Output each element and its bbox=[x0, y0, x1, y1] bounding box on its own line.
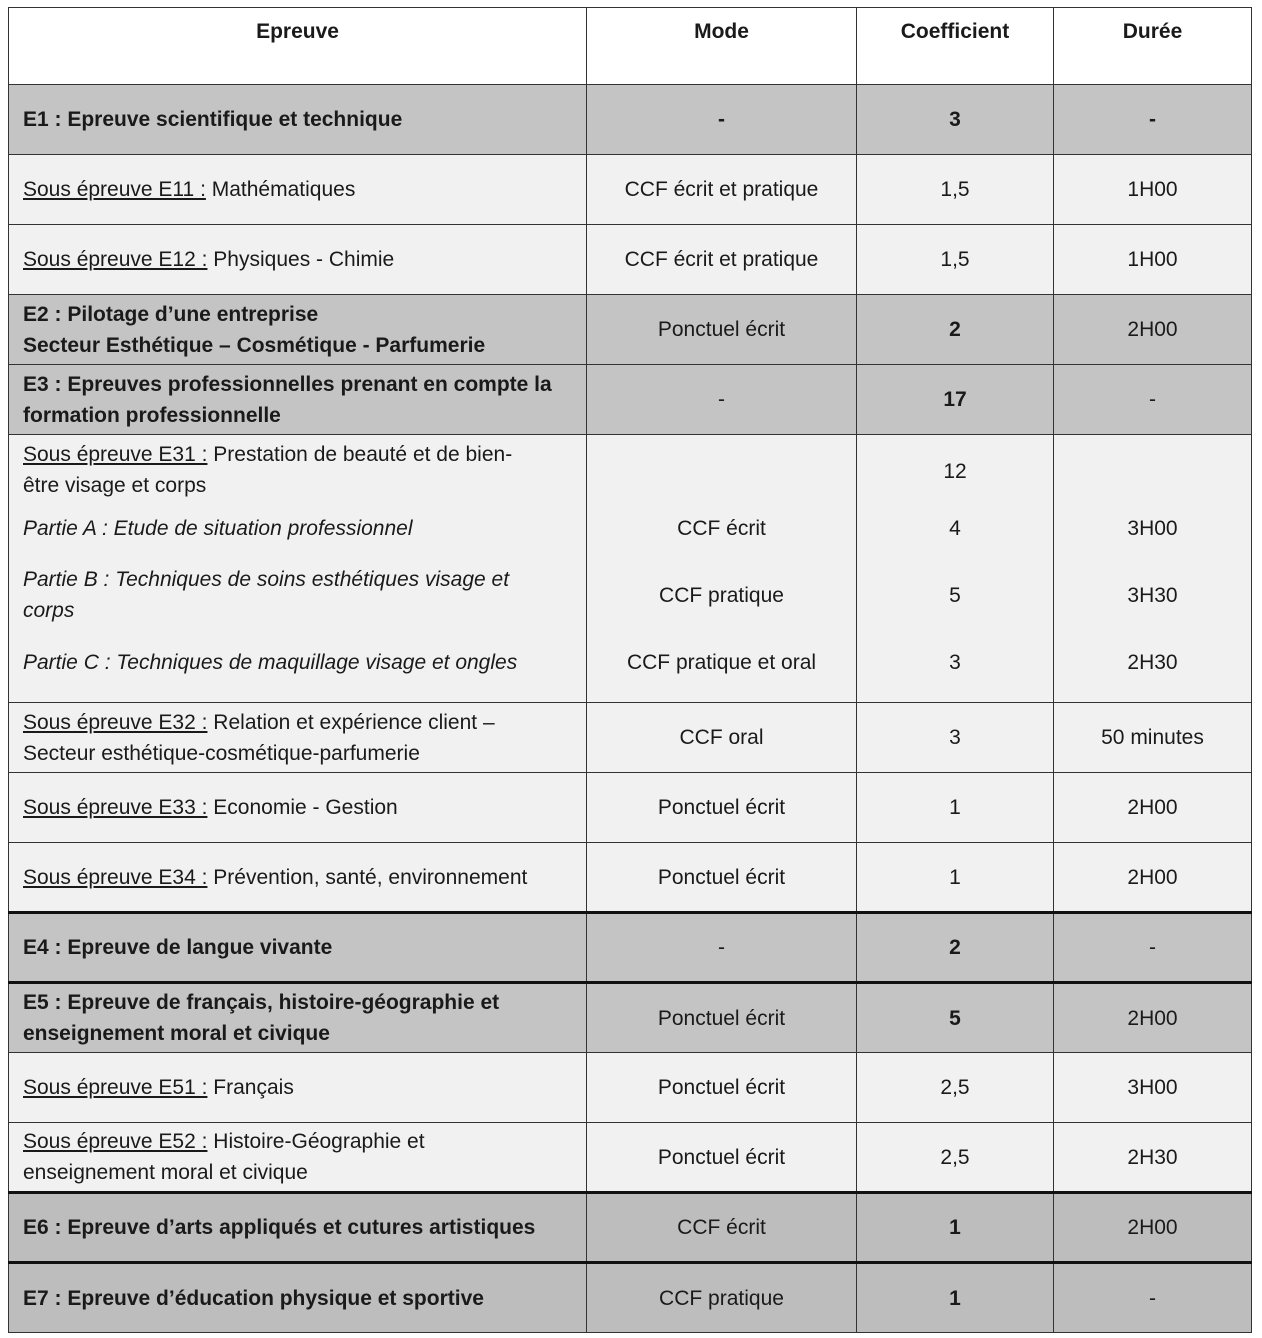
mode-cell: CCF pratique bbox=[587, 1263, 857, 1333]
epreuve-line-2: enseignement moral et civique bbox=[23, 1022, 330, 1045]
epreuve-line-1: E2 : Pilotage d’une entreprise bbox=[23, 302, 319, 326]
mode-cell: CCF écrit et pratique bbox=[587, 225, 857, 295]
epreuve-cell bbox=[9, 1053, 587, 1123]
header-coefficient: Coefficient bbox=[857, 8, 1054, 85]
sub-name: Prévention, santé, environnement bbox=[207, 865, 528, 889]
table-row bbox=[9, 703, 1252, 773]
part-b-duree: 3H30 bbox=[1127, 583, 1178, 607]
header-duree: Durée bbox=[1054, 8, 1252, 85]
table-header-row bbox=[9, 8, 1252, 85]
part-a-label: Partie A : Etude de situation professionnel bbox=[23, 516, 413, 540]
table-row bbox=[9, 85, 1252, 155]
part-c-label: Partie C : Techniques de maquillage visage et ongles bbox=[23, 650, 518, 674]
table-row bbox=[9, 365, 1252, 435]
table-row bbox=[9, 1263, 1252, 1333]
epreuve-line-1: E5 : Epreuve de français, histoire-géographie et bbox=[23, 991, 500, 1014]
coef-cell: 1 bbox=[857, 1193, 1054, 1263]
part-b-label bbox=[23, 553, 572, 637]
table-row bbox=[9, 913, 1252, 983]
table-row bbox=[9, 155, 1252, 225]
table-row bbox=[9, 843, 1252, 913]
sub-prefix: Sous épreuve E12 : bbox=[23, 248, 208, 271]
sub-name-line-1: Relation et expérience client – bbox=[207, 710, 495, 734]
exam-table bbox=[8, 7, 1252, 1333]
mode-cell: CCF oral bbox=[587, 703, 857, 773]
part-a-coef: 4 bbox=[949, 516, 961, 540]
coef-cell: 3 bbox=[857, 85, 1054, 155]
duree-cell bbox=[1054, 435, 1252, 703]
epreuve-cell bbox=[9, 1123, 587, 1193]
mode-cell bbox=[587, 435, 857, 703]
duree-cell: 2H00 bbox=[1054, 983, 1252, 1053]
part-c-coef: 3 bbox=[949, 650, 961, 674]
sub-prefix: Sous épreuve E52 : bbox=[23, 1130, 208, 1153]
epreuve-cell bbox=[9, 773, 587, 843]
duree-cell: - bbox=[1054, 365, 1252, 435]
epreuve-line-2: formation professionnelle bbox=[23, 403, 281, 427]
table-row bbox=[9, 435, 1252, 703]
epreuve-line-2: Secteur Esthétique – Cosmétique - Parfumerie bbox=[23, 333, 486, 357]
e31-title bbox=[23, 439, 572, 503]
duree-cell: 2H00 bbox=[1054, 843, 1252, 913]
sub-name-line-1: Prestation de beauté et de bien- bbox=[207, 443, 513, 466]
duree-cell: 3H00 bbox=[1054, 1053, 1252, 1123]
coef-cell: 1 bbox=[857, 773, 1054, 843]
coef-cell: 2 bbox=[857, 295, 1054, 365]
table-row bbox=[9, 983, 1252, 1053]
coef-cell: 1 bbox=[857, 843, 1054, 913]
table-row bbox=[9, 225, 1252, 295]
part-b-label-line-2: corps bbox=[23, 599, 75, 622]
duree-cell: 2H30 bbox=[1054, 1123, 1252, 1193]
sub-name: Français bbox=[207, 1076, 294, 1099]
table-row bbox=[9, 1193, 1252, 1263]
epreuve-cell bbox=[9, 295, 587, 365]
mode-cell: - bbox=[587, 913, 857, 983]
mode-cell: CCF écrit bbox=[587, 1193, 857, 1263]
coef-cell: 17 bbox=[857, 365, 1054, 435]
sub-prefix: Sous épreuve E32 : bbox=[23, 710, 208, 734]
table-row bbox=[9, 773, 1252, 843]
coef-cell bbox=[857, 435, 1054, 703]
duree-cell: - bbox=[1054, 85, 1252, 155]
epreuve-cell: E7 : Epreuve d’éducation physique et sportive bbox=[9, 1263, 587, 1333]
epreuve-cell bbox=[9, 435, 587, 703]
epreuve-cell bbox=[9, 843, 587, 913]
sub-prefix: Sous épreuve E51 : bbox=[23, 1076, 208, 1099]
duree-cell: - bbox=[1054, 1263, 1252, 1333]
epreuve-line-1: E3 : Epreuves professionnelles prenant en compte la bbox=[23, 372, 552, 396]
sub-name-line-1: Histoire-Géographie et bbox=[207, 1130, 425, 1153]
duree-cell: 2H00 bbox=[1054, 295, 1252, 365]
epreuve-cell: E1 : Epreuve scientifique et technique bbox=[9, 85, 587, 155]
table-row bbox=[9, 1053, 1252, 1123]
sub-name: Economie - Gestion bbox=[207, 796, 398, 819]
epreuve-cell bbox=[9, 155, 587, 225]
part-c-duree: 2H30 bbox=[1127, 650, 1178, 674]
epreuve-cell: E4 : Epreuve de langue vivante bbox=[9, 913, 587, 983]
table-row bbox=[9, 295, 1252, 365]
coef-cell: 1 bbox=[857, 1263, 1054, 1333]
duree-cell: 1H00 bbox=[1054, 155, 1252, 225]
mode-cell: Ponctuel écrit bbox=[587, 1123, 857, 1193]
e31-coef: 12 bbox=[943, 459, 967, 483]
part-c-mode: CCF pratique et oral bbox=[626, 650, 817, 674]
coef-cell: 2 bbox=[857, 913, 1054, 983]
sub-prefix: Sous épreuve E31 : bbox=[23, 443, 208, 466]
sub-prefix: Sous épreuve E34 : bbox=[23, 865, 208, 889]
mode-cell: Ponctuel écrit bbox=[587, 295, 857, 365]
coef-cell: 5 bbox=[857, 983, 1054, 1053]
epreuve-cell bbox=[9, 225, 587, 295]
duree-cell: - bbox=[1054, 913, 1252, 983]
sub-name-line-2: Secteur esthétique-cosmétique-parfumerie bbox=[23, 741, 420, 765]
sub-prefix: Sous épreuve E11 : bbox=[23, 178, 206, 201]
duree-cell: 50 minutes bbox=[1054, 703, 1252, 773]
mode-cell: Ponctuel écrit bbox=[587, 773, 857, 843]
sub-name-line-2: être visage et corps bbox=[23, 474, 207, 497]
mode-cell: Ponctuel écrit bbox=[587, 843, 857, 913]
coef-cell: 2,5 bbox=[857, 1053, 1054, 1123]
duree-cell: 1H00 bbox=[1054, 225, 1252, 295]
coef-cell: 2,5 bbox=[857, 1123, 1054, 1193]
header-epreuve: Epreuve bbox=[9, 8, 587, 85]
coef-cell: 1,5 bbox=[857, 155, 1054, 225]
part-b-mode: CCF pratique bbox=[659, 583, 784, 607]
mode-cell: Ponctuel écrit bbox=[587, 1053, 857, 1123]
epreuve-cell bbox=[9, 365, 587, 435]
epreuve-cell: E6 : Epreuve d’arts appliqués et cutures artistiques bbox=[9, 1193, 587, 1263]
mode-cell: - bbox=[587, 365, 857, 435]
coef-cell: 3 bbox=[857, 703, 1054, 773]
part-a-mode: CCF écrit bbox=[677, 516, 766, 540]
part-b-coef: 5 bbox=[949, 583, 961, 607]
part-a-duree: 3H00 bbox=[1127, 516, 1178, 540]
table-row bbox=[9, 1123, 1252, 1193]
mode-cell: CCF écrit et pratique bbox=[587, 155, 857, 225]
duree-cell: 2H00 bbox=[1054, 773, 1252, 843]
sub-name: Physiques - Chimie bbox=[207, 248, 395, 271]
coef-cell: 1,5 bbox=[857, 225, 1054, 295]
sub-name-line-2: enseignement moral et civique bbox=[23, 1161, 308, 1184]
mode-cell: Ponctuel écrit bbox=[587, 983, 857, 1053]
part-b-label-line-1: Partie B : Techniques de soins esthétiques visage et bbox=[23, 568, 510, 591]
header-mode: Mode bbox=[587, 8, 857, 85]
sub-name: Mathématiques bbox=[205, 178, 356, 201]
sub-prefix: Sous épreuve E33 : bbox=[23, 796, 208, 819]
mode-cell: - bbox=[587, 85, 857, 155]
epreuve-cell bbox=[9, 983, 587, 1053]
duree-cell: 2H00 bbox=[1054, 1193, 1252, 1263]
epreuve-cell bbox=[9, 703, 587, 773]
